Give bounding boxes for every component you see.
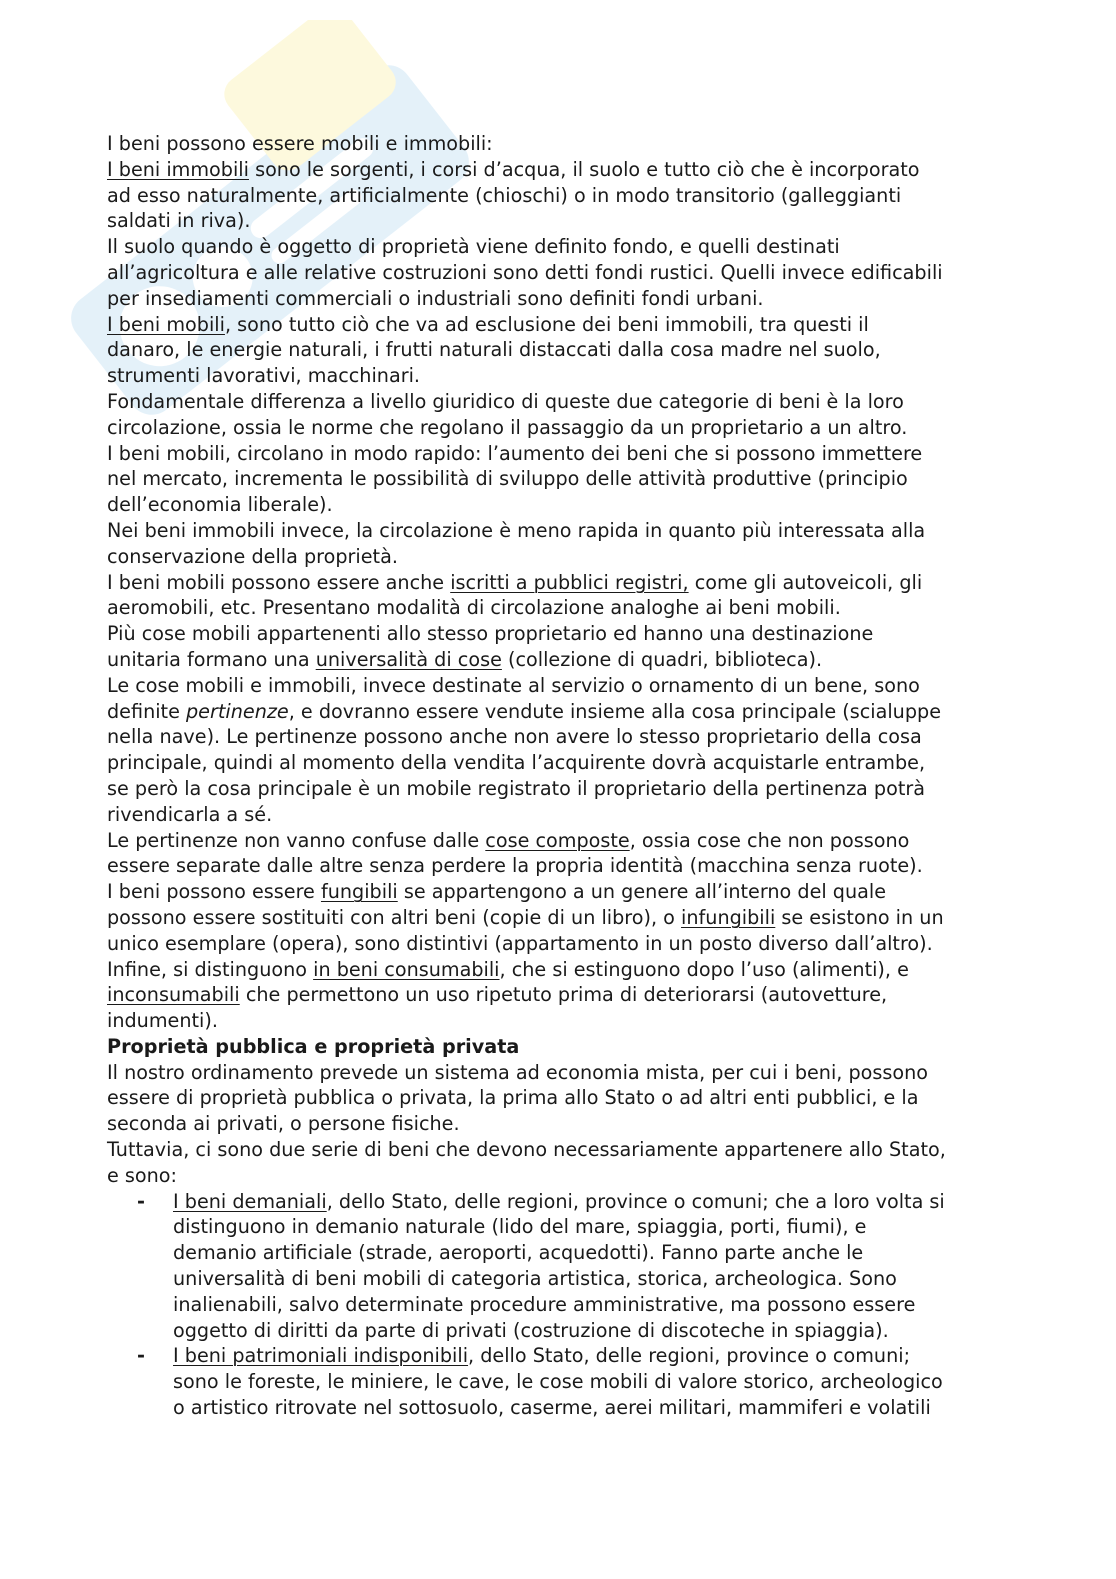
text-run: Fondamentale differenza a livello giuridico di queste due categorie di beni è la loro [107, 389, 904, 413]
text-line [107, 131, 1017, 157]
text-run: definite [107, 699, 186, 723]
text-run: o artistico ritrovate nel sottosuolo, caserme, aerei militari, mammiferi e volatili [173, 1396, 931, 1420]
text-run: indumenti). [107, 1009, 218, 1033]
text-run: (collezione di quadri, biblioteca). [501, 647, 823, 671]
text-run: all’agricoltura e alle relative costruzioni sono detti fondi rustici. Quelli invece edificabili [107, 260, 943, 284]
text-run: , che si estinguono dopo l’uso (alimenti), e [499, 957, 909, 981]
text-line [107, 879, 1017, 905]
text-run: Le pertinenze non vanno confuse dalle [107, 828, 486, 852]
text-run: , dello Stato, delle regioni, province o comuni; che a loro volta si [326, 1189, 945, 1213]
text-line [107, 1085, 1017, 1111]
underlined-term: infungibili [681, 905, 776, 929]
text-line [107, 1369, 1017, 1395]
text-line [107, 1008, 1017, 1034]
underlined-term: inconsumabili [107, 983, 240, 1007]
text-line [107, 776, 1017, 802]
text-line [107, 1111, 1017, 1137]
bullet-dash: - [137, 1344, 145, 1368]
text-line [107, 544, 1017, 570]
text-line [107, 389, 1017, 415]
text-run: che permettono un uso ripetuto prima di deteriorarsi (autovetture, [239, 983, 888, 1007]
text-line [107, 621, 1017, 647]
text-run: distinguono in demanio naturale (lido del mare, spiaggia, porti, fiumi), e [173, 1215, 867, 1239]
text-line [107, 673, 1017, 699]
text-run: Tuttavia, ci sono due serie di beni che devono necessariamente appartenere allo Stato, [107, 1138, 946, 1162]
text-line [107, 1292, 1017, 1318]
text-line [107, 208, 1017, 234]
text-run: se esistono in un [775, 905, 944, 929]
text-run: I beni possono essere mobili e immobili: [107, 132, 493, 155]
text-line [107, 647, 1017, 673]
text-line [107, 441, 1017, 467]
text-line [107, 1060, 1017, 1086]
text-line [107, 1163, 1017, 1189]
text-line [107, 931, 1017, 957]
text-run: saldati in riva). [107, 209, 251, 233]
text-line [107, 415, 1017, 441]
text-line [107, 157, 1017, 183]
text-run: I beni possono essere [107, 880, 321, 904]
text-run: strumenti lavorativi, macchinari. [107, 364, 421, 388]
text-line [107, 312, 1017, 338]
text-run: Infine, si distinguono [107, 957, 314, 981]
text-run: , dello Stato, delle regioni, province o comuni; [468, 1344, 911, 1368]
text-run: nella nave). Le pertinenze possono anche non avere lo stesso proprietario della cosa [107, 725, 922, 749]
text-run: e sono: [107, 1163, 178, 1187]
text-run: ad esso naturalmente, artificialmente (chioschi) o in modo transitorio (galleggianti [107, 183, 902, 207]
text-run: oggetto di diritti da parte di privati (costruzione di discoteche in spiaggia). [173, 1318, 889, 1342]
text-line [107, 957, 1017, 983]
text-line [107, 1240, 1017, 1266]
text-run: Nei beni immobili invece, la circolazione è meno rapida in quanto più interessata alla [107, 518, 926, 542]
underlined-term: universalità di cose [315, 647, 502, 671]
text-line [107, 828, 1017, 854]
text-run: inalienabili, salvo determinate procedure amministrative, ma possono essere [173, 1292, 916, 1316]
text-run: unitaria formano una [107, 647, 316, 671]
text-run: , e dovranno essere vendute insieme alla cosa principale (scialuppe [288, 699, 942, 723]
text-run: circolazione, ossia le norme che regolano il passaggio da un proprietario a un altro. [107, 415, 908, 439]
text-run: essere separate dalle altre senza perdere la propria identità (macchina senza ruote). [107, 854, 923, 878]
text-run: se appartengono a un genere all’interno del quale [397, 880, 887, 904]
text-line [107, 337, 1017, 363]
text-line [107, 1395, 1017, 1421]
text-run: seconda ai privati, o persone fisiche. [107, 1112, 460, 1136]
text-line [107, 905, 1017, 931]
text-line [107, 1318, 1017, 1344]
text-line [107, 466, 1017, 492]
bullet-line [107, 1189, 1017, 1215]
text-run: universalità di beni mobili di categoria artistica, storica, archeologica. Sono [173, 1267, 897, 1291]
text-line [107, 1034, 1017, 1060]
text-line [107, 750, 1017, 776]
text-run: Più cose mobili appartenenti allo stesso proprietario ed hanno una destinazione [107, 622, 874, 646]
underlined-term: I beni demaniali [173, 1189, 327, 1213]
text-line [107, 518, 1017, 544]
text-line [107, 1137, 1017, 1163]
text-line [107, 183, 1017, 209]
text-run: , ossia cose che non possono [629, 828, 910, 852]
text-run: danaro, le energie naturali, i frutti naturali distaccati dalla cosa madre nel suolo, [107, 338, 881, 362]
text-run: se però la cosa principale è un mobile registrato il proprietario della pertinenza potrà [107, 776, 926, 800]
italic-term: pertinenze [186, 699, 289, 723]
text-line [107, 595, 1017, 621]
text-line [107, 286, 1017, 312]
text-run: sono le foreste, le miniere, le cave, le cose mobili di valore storico, archeologico [173, 1370, 943, 1394]
underlined-term: iscritti a pubblici registri, [450, 570, 689, 594]
text-line [107, 260, 1017, 286]
text-line [107, 234, 1017, 260]
text-line [107, 699, 1017, 725]
text-run: principale, quindi al momento della vendita l’acquirente dovrà acquistarle entrambe, [107, 751, 926, 775]
text-run: sono le sorgenti, i corsi d’acqua, il suolo e tutto ciò che è incorporato [248, 157, 920, 181]
text-run: conservazione della proprietà. [107, 544, 398, 568]
text-run: dell’economia liberale). [107, 493, 333, 517]
text-line [107, 1266, 1017, 1292]
underlined-term: I beni patrimoniali indisponibili [173, 1344, 469, 1368]
underlined-term: cose composte [485, 828, 630, 852]
text-run: Il suolo quando è oggetto di proprietà viene definito fondo, e quelli destinati [107, 235, 840, 259]
text-run: unico esemplare (opera), sono distintivi (appartamento in un posto diverso dall’altro). [107, 931, 933, 955]
text-run: , sono tutto ciò che va ad esclusione dei beni immobili, tra questi il [224, 312, 869, 336]
bullet-dash: - [137, 1189, 145, 1213]
underlined-term: I beni mobili [107, 312, 225, 336]
underlined-term: fungibili [320, 880, 398, 904]
text-run: I beni mobili possono essere anche [107, 570, 451, 594]
text-line [107, 724, 1017, 750]
bullet-line [107, 1343, 1017, 1369]
section-heading: Proprietà pubblica e proprietà privata [107, 1034, 520, 1058]
underlined-term: I beni immobili [107, 157, 249, 181]
text-run: Il nostro ordinamento prevede un sistema ad economia mista, per cui i beni, possono [107, 1060, 929, 1084]
document-body [107, 131, 1017, 1421]
text-line [107, 982, 1017, 1008]
text-line [107, 570, 1017, 596]
text-run: nel mercato, incrementa le possibilità di sviluppo delle attività produttive (principio [107, 467, 908, 491]
text-run: I beni mobili, circolano in modo rapido: l’aumento dei beni che si possono immettere [107, 441, 923, 465]
text-run: demanio artificiale (strade, aeroporti, acquedotti). Fanno parte anche le [173, 1241, 864, 1265]
text-run: Le cose mobili e immobili, invece destinate al servizio o ornamento di un bene, sono [107, 673, 920, 697]
text-line [107, 363, 1017, 389]
text-line [107, 1214, 1017, 1240]
text-line [107, 853, 1017, 879]
text-run: rivendicarla a sé. [107, 802, 273, 826]
text-run: per insediamenti commerciali o industriali sono definiti fondi urbani. [107, 286, 764, 310]
text-run: aeromobili, etc. Presentano modalità di circolazione analoghe ai beni mobili. [107, 596, 841, 620]
text-line [107, 802, 1017, 828]
text-run: essere di proprietà pubblica o privata, la prima allo Stato o ad altri enti pubblici, e la [107, 1086, 919, 1110]
underlined-term: in beni consumabili [313, 957, 500, 981]
text-run: possono essere sostituiti con altri beni (copie di un libro), o [107, 905, 682, 929]
text-run: come gli autoveicoli, gli [688, 570, 923, 594]
text-line [107, 492, 1017, 518]
